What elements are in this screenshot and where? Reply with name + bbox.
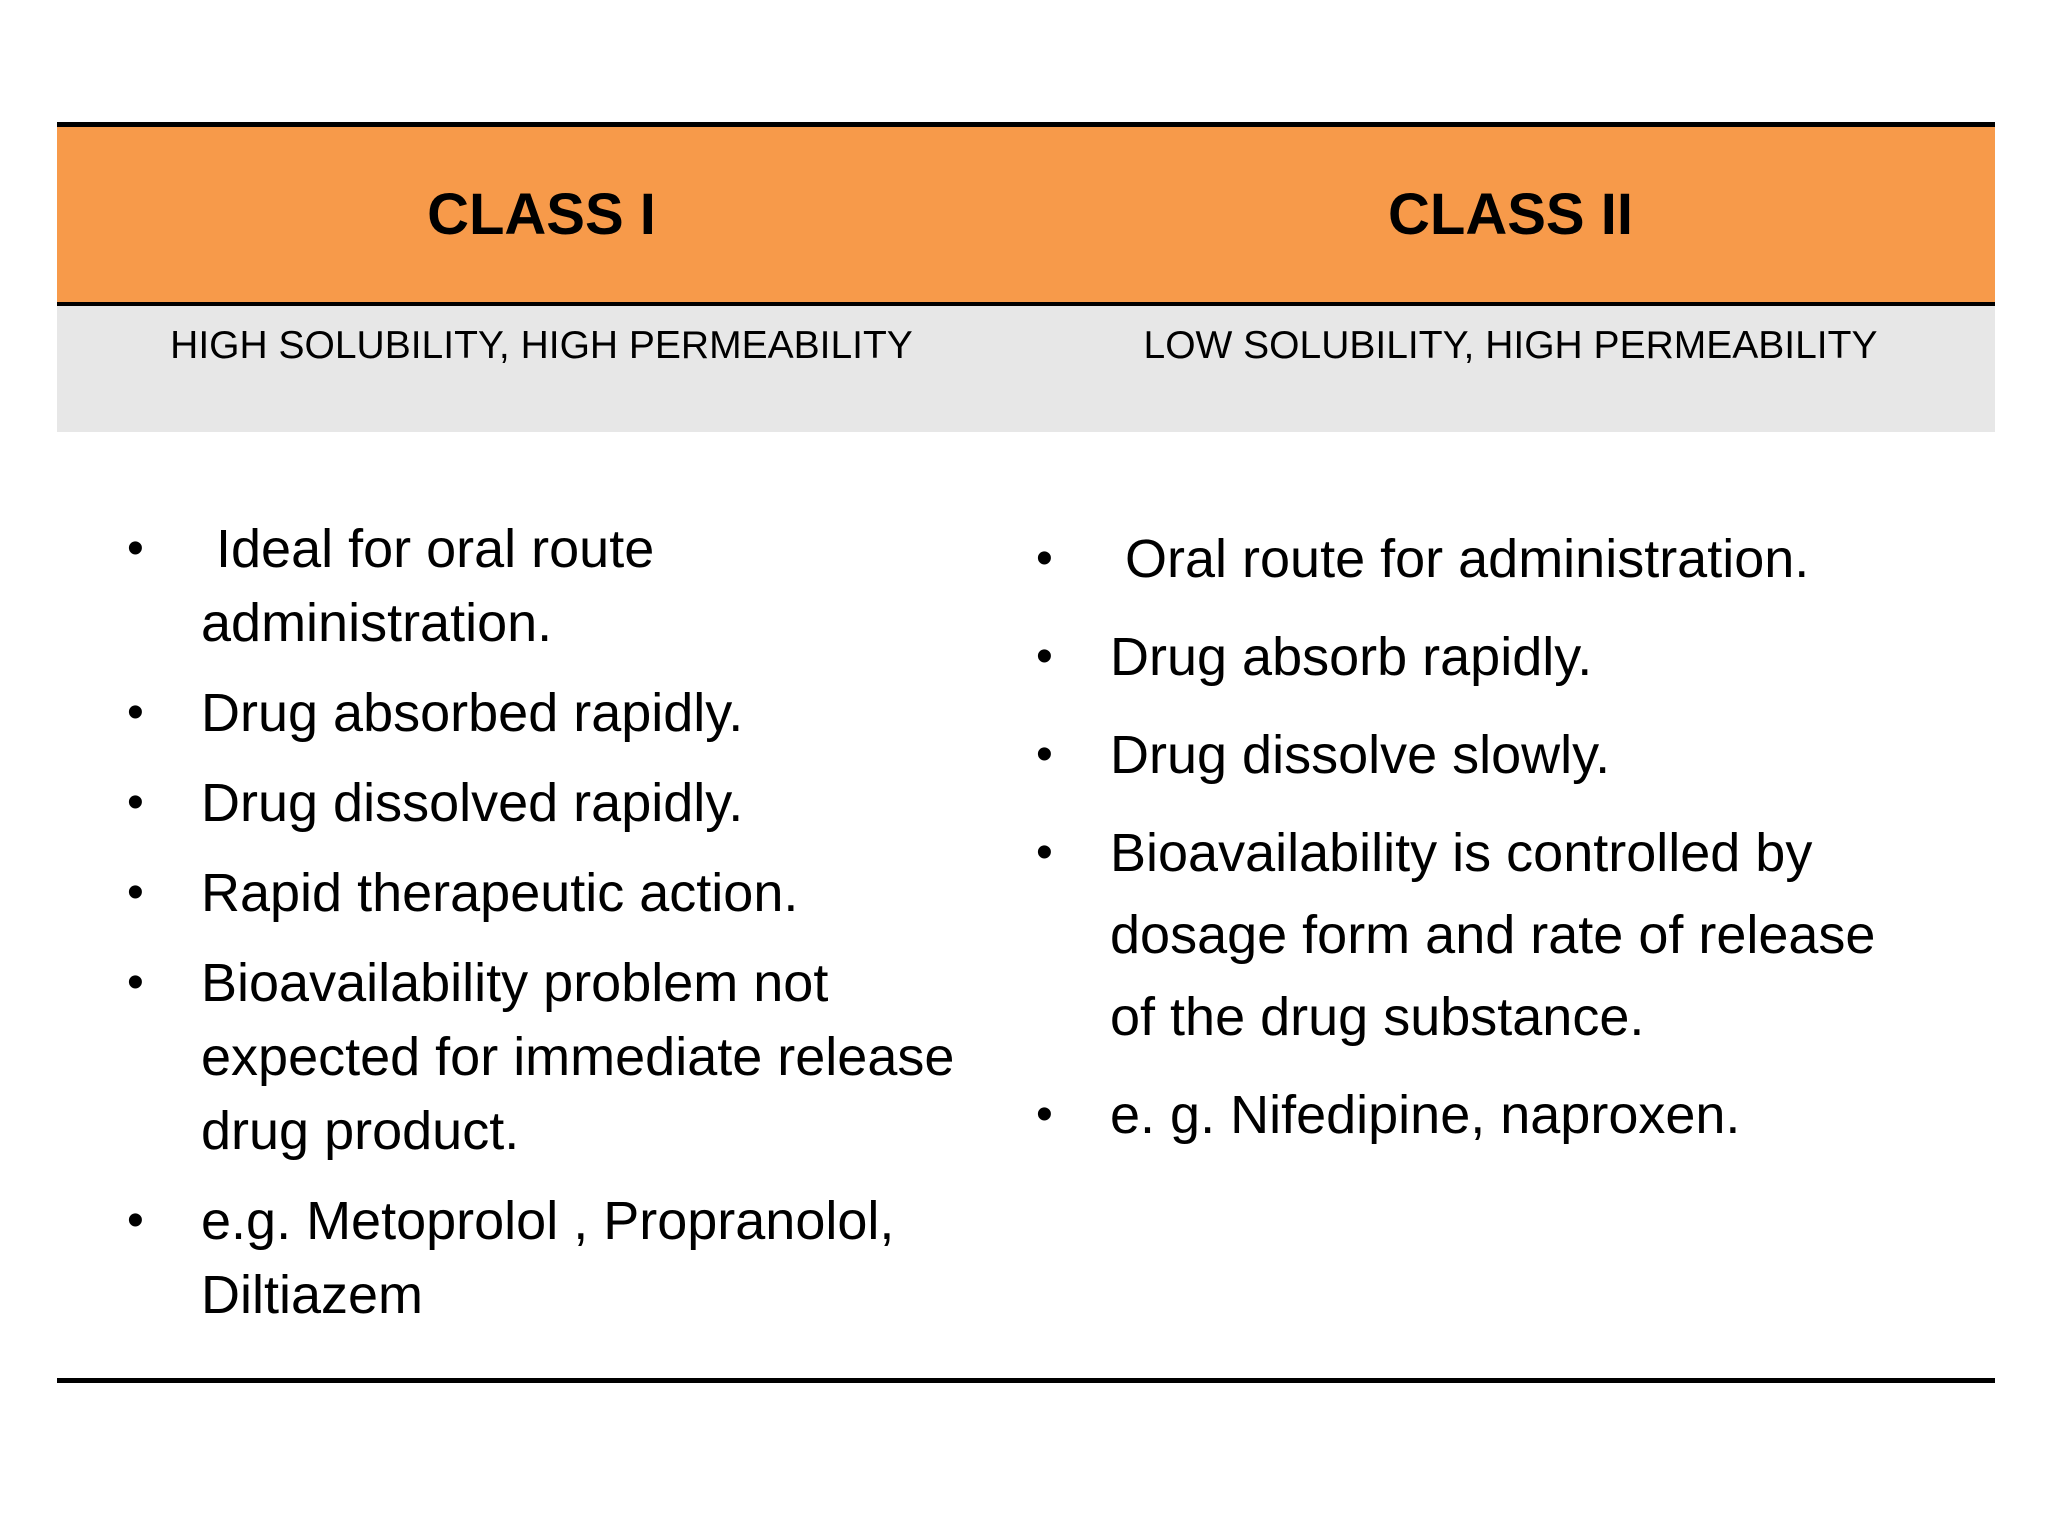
bullet-text: Drug absorb rapidly.: [1110, 627, 1593, 687]
list-item: [127, 512, 1001, 660]
bullet-icon: •: [127, 522, 144, 575]
class-1-title: CLASS I: [427, 182, 656, 247]
bullet-icon: •: [1036, 728, 1053, 781]
bullet-text: Oral route for administration.: [1110, 529, 1810, 589]
header-row: [57, 127, 1995, 302]
list-item: [127, 946, 1001, 1168]
bullet-icon: •: [1036, 532, 1053, 585]
bullet-text: Drug dissolved rapidly.: [201, 773, 744, 833]
bullet-icon: •: [127, 866, 144, 919]
list-item: [1036, 1074, 1910, 1156]
class-1-subtitle: HIGH SOLUBILITY, HIGH PERMEABILITY: [170, 324, 913, 367]
class-2-bullet-list: [1036, 518, 1910, 1172]
list-item: [1036, 616, 1910, 698]
bullet-icon: •: [127, 956, 144, 1009]
class-2-title: CLASS II: [1388, 182, 1633, 247]
bullet-icon: •: [127, 686, 144, 739]
subheader-row: [57, 306, 1995, 432]
class-2-body: [1026, 432, 1995, 1382]
bullet-text: Drug absorbed rapidly.: [201, 683, 744, 743]
list-item: [1036, 812, 1910, 1058]
bullet-text: Bioavailability is controlled by dosage form and rate of release of the drug substance.: [1110, 823, 1876, 1047]
bcs-class-table: [57, 122, 1995, 1382]
bullet-text: Ideal for oral route administration.: [201, 519, 655, 653]
list-item: [127, 1184, 1001, 1332]
class-2-subtitle: LOW SOLUBILITY, HIGH PERMEABILITY: [1143, 324, 1878, 367]
bullet-text: Drug dissolve slowly.: [1110, 725, 1611, 785]
class-1-bullet-list: [127, 512, 1001, 1348]
bullet-text: e.g. Metoprolol , Propranolol, Diltiazem: [201, 1191, 895, 1325]
bottom-rule: [57, 1378, 1995, 1383]
bullet-icon: •: [1036, 630, 1053, 683]
bullet-text: Rapid therapeutic action.: [201, 863, 799, 923]
list-item: [127, 676, 1001, 750]
bullet-text: e. g. Nifedipine, naproxen.: [1110, 1085, 1741, 1145]
bullet-icon: •: [127, 776, 144, 829]
bullet-icon: •: [1036, 1088, 1053, 1141]
bullet-text: Bioavailability problem not expected for immediate release drug product.: [201, 953, 955, 1161]
class-1-body: [57, 432, 1026, 1382]
list-item: [1036, 714, 1910, 796]
bullet-icon: •: [1036, 826, 1053, 879]
list-item: [127, 856, 1001, 930]
list-item: [127, 766, 1001, 840]
bullet-icon: •: [127, 1194, 144, 1247]
body-row: [57, 432, 1995, 1382]
list-item: [1036, 518, 1910, 600]
